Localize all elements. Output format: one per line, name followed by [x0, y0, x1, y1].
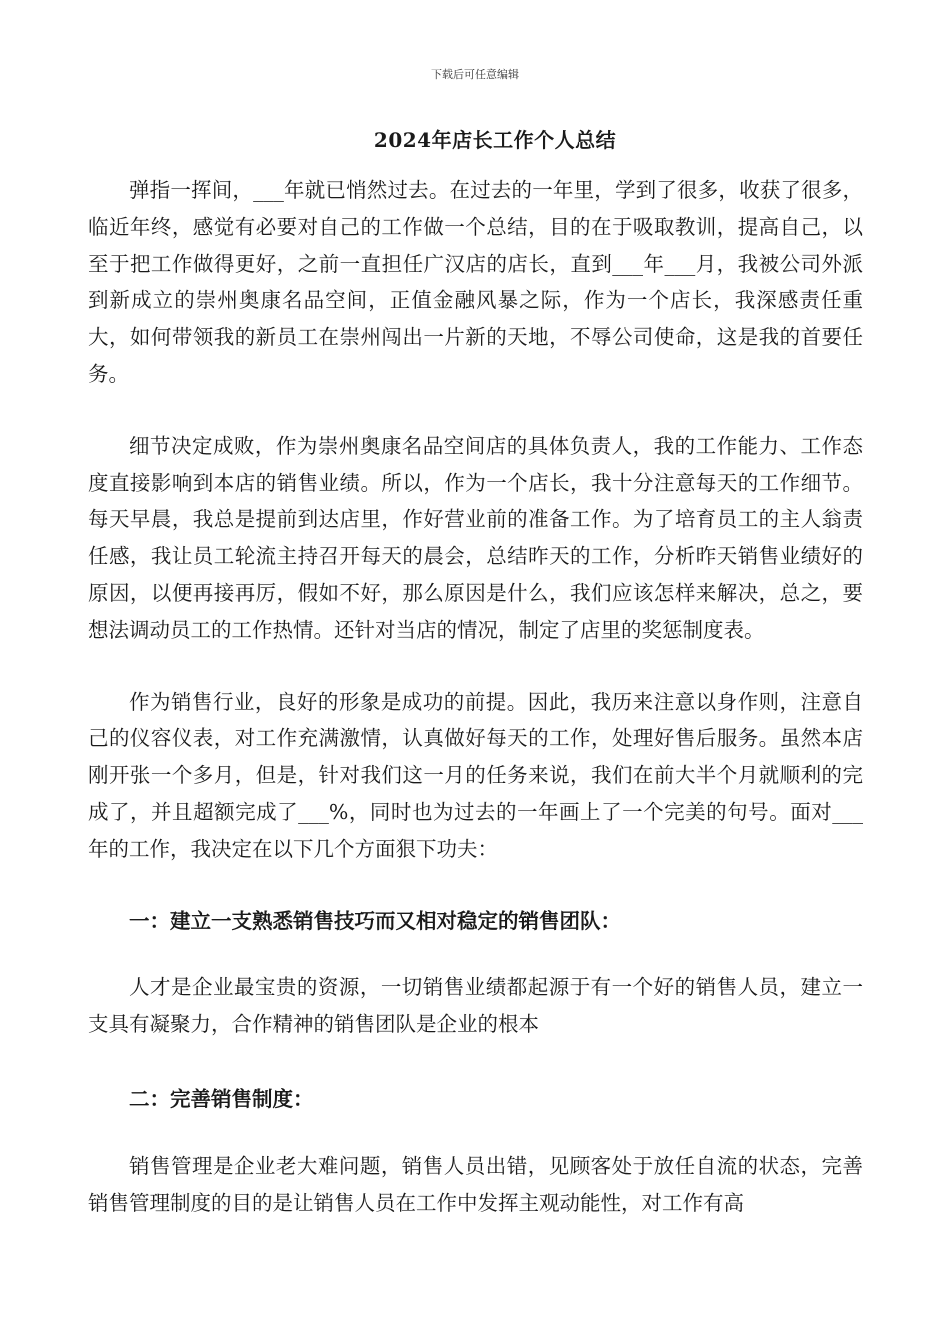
- paragraph-image: 作为销售行业，良好的形象是成功的前提。因此，我历来注意以身作则，注意自己的仪容仪表，对工作充满激情，认真做好每天的工作，处理好售后服务。虽然本店刚开张一个多月，但是，针对我们这一月的任务来说，我们在前大半个月就顺利的完成了，并且超额完成了___%，同时也为过去的一年画上了一个完美的句号。面对___年的工作，我决定在以下几个方面狠下功夫：: [88, 689, 863, 861]
- section-heading-system: 二：完善销售制度：: [129, 1086, 314, 1111]
- section-heading-team: 一：建立一支熟悉销售技巧而又相对稳定的销售团队：: [129, 908, 621, 933]
- document-body: [88, 172, 863, 1256]
- paragraph-team: 人才是企业最宝贵的资源，一切销售业绩都起源于有一个好的销售人员，建立一支具有凝聚力，合作精神的销售团队是企业的根本: [88, 975, 863, 1037]
- paragraph-system: 销售管理是企业老大难问题，销售人员出错，见顾客处于放任自流的状态，完善销售管理制度的目的是让销售人员在工作中发挥主观动能性，对工作有高: [88, 1153, 863, 1215]
- paragraph-details: 细节决定成败，作为崇州奥康名品空间店的具体负责人，我的工作能力、工作态度直接影响到本店的销售业绩。所以，作为一个店长，我十分注意每天的工作细节。每天早晨，我总是提前到达店里，作好营业前的准备工作。为了培育员工的主人翁责任感，我让员工轮流主持召开每天的晨会，总结昨天的工作，分析昨天销售业绩好的原因，以便再接再厉，假如不好，那么原因是什么，我们应该怎样来解决，总之，要想法调动员工的工作热情。还针对当店的情况，制定了店里的奖惩制度表。: [88, 433, 863, 642]
- header-note: 下载后可任意编辑: [431, 68, 519, 81]
- document-title: 2024年店长工作个人总结: [373, 128, 617, 152]
- paragraph-intro: 弹指一挥间，___年就已悄然过去。在过去的一年里，学到了很多，收获了很多，临近年终，感觉有必要对自己的工作做一个总结，目的在于吸取教训，提高自己，以至于把工作做得更好，之前一直担任广汉店的店长，直到___年___月，我被公司外派到新成立的崇州奥康名品空间，正值金融风暴之际，作为一个店长，我深感责任重大，如何带领我的新员工在崇州闯出一片新的天地，不辱公司使命，这是我的首要任务。: [88, 178, 863, 386]
